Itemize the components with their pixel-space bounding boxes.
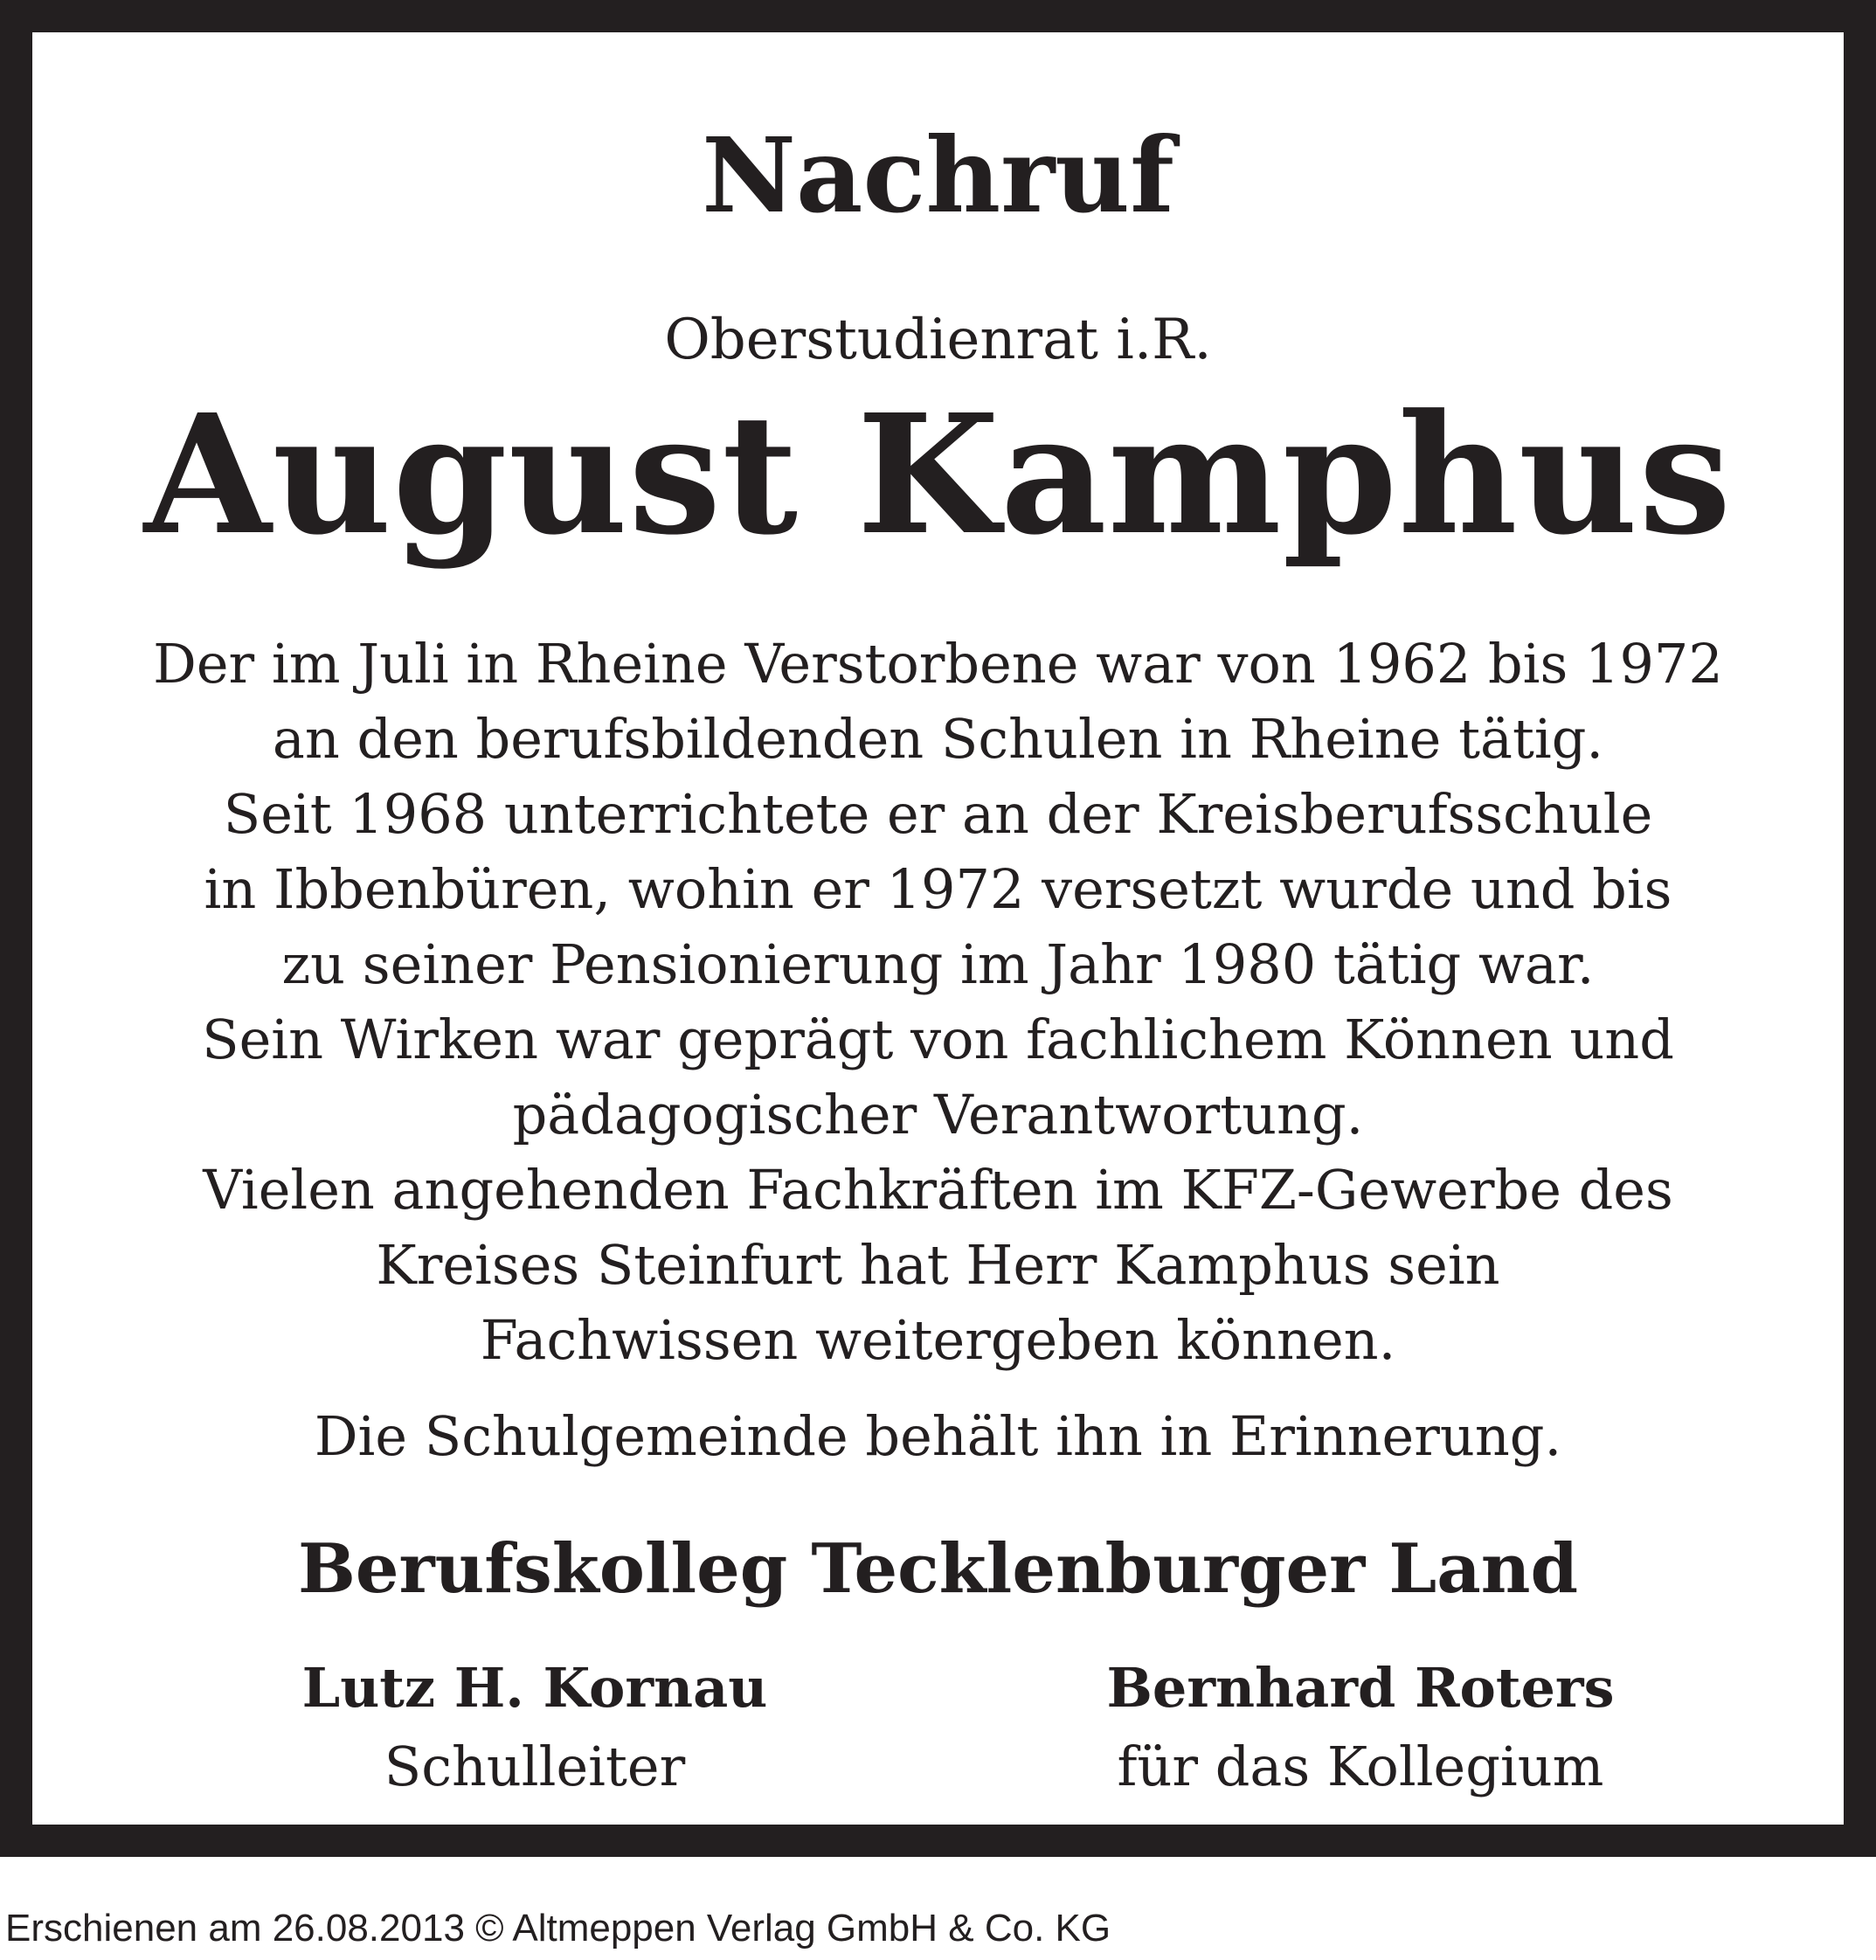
organization-name: Berufskolleg Tecklenburger Land (297, 1529, 1579, 1609)
body-line: pädagogischer Verantwortung. (512, 1083, 1364, 1146)
signatory-role: Schulleiter (384, 1735, 686, 1798)
obituary-notice (32, 32, 1844, 1825)
body-line: an den berufsbildenden Schulen in Rheine tätig. (272, 707, 1604, 771)
body-line: Fachwissen weitergeben können. (480, 1308, 1396, 1372)
notice-heading: Nachruf (702, 114, 1174, 236)
body-line: Der im Juli in Rheine Verstorbene war von 1962 bis 1972 (153, 632, 1723, 696)
deceased-title: Oberstudienrat i.R. (664, 308, 1212, 372)
signatory-principal (229, 1649, 841, 1806)
body-line: Sein Wirken war geprägt von fachlichem Können und (202, 1008, 1674, 1071)
signatory-name: Lutz H. Kornau (301, 1656, 768, 1720)
body-line: zu seiner Pensionierung im Jahr 1980 tätig war. (281, 932, 1595, 996)
body-line: Kreises Steinfurt hat Herr Kamphus sein (376, 1233, 1500, 1297)
body-line: in Ibbenbüren, wohin er 1972 versetzt wurde und bis (204, 857, 1672, 921)
body-line: Seit 1968 unterrichtete er an der Kreisberufsschule (223, 782, 1653, 846)
deceased-name: August Kamphus (143, 378, 1733, 571)
body-line: Vielen angehenden Fachkräften im KFZ-Gewerbe des (203, 1158, 1673, 1222)
signatory-staff (1055, 1649, 1666, 1806)
signatory-name: Bernhard Roters (1106, 1656, 1615, 1720)
closing-line: Die Schulgemeinde behält ihn in Erinnerung. (314, 1404, 1562, 1468)
signatory-role: für das Kollegium (1117, 1735, 1604, 1798)
publication-footer: Erschienen am 26.08.2013 © Altmeppen Verlag GmbH & Co. KG (5, 1907, 1111, 1950)
obituary-body (50, 627, 1826, 1378)
